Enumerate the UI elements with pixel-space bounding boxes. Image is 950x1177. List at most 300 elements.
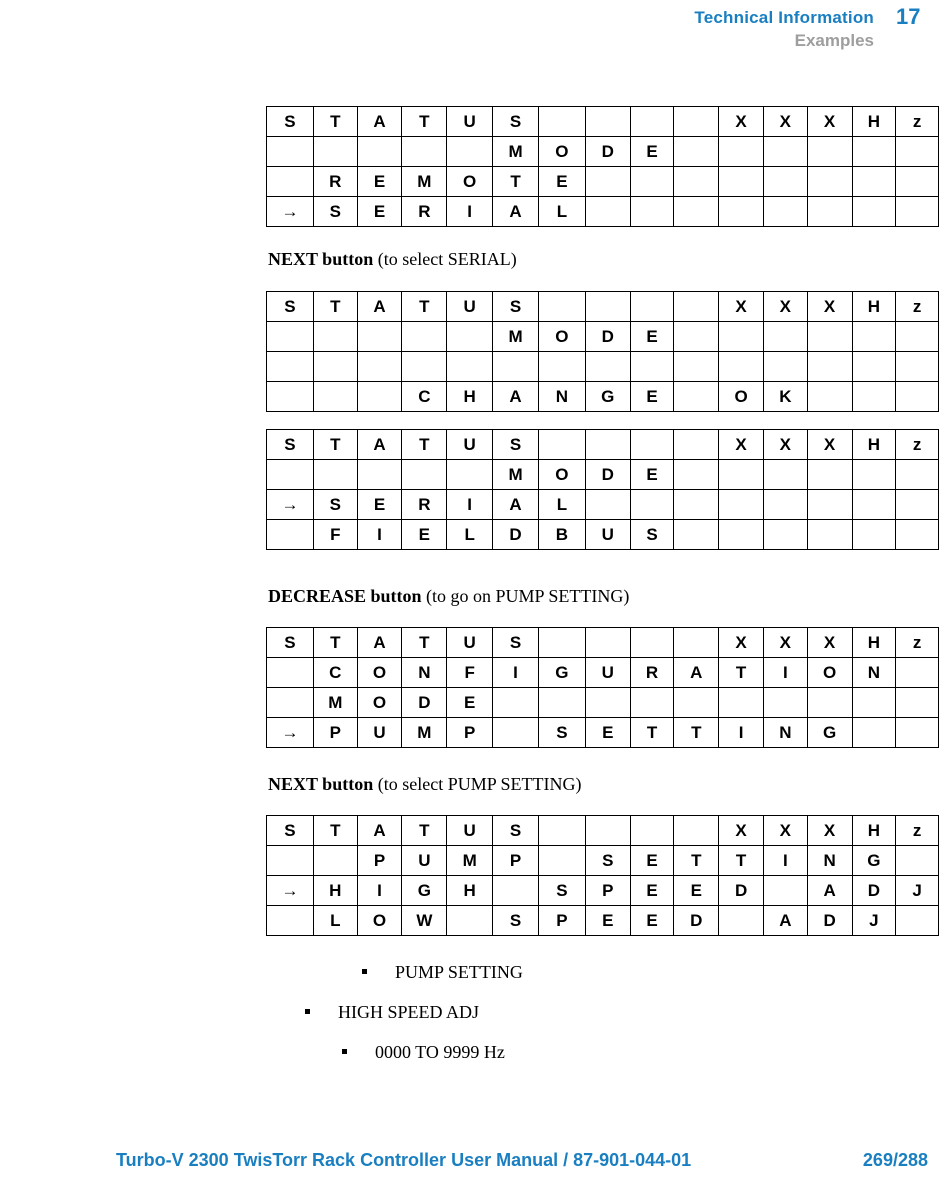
lcd-cell: → — [267, 490, 314, 520]
lcd-cell: X — [763, 430, 807, 460]
lcd-cell — [585, 628, 630, 658]
lcd-cell: E — [357, 167, 402, 197]
lcd-cell: R — [630, 658, 674, 688]
lcd-cell: M — [447, 846, 493, 876]
bullet-range: 0000 TO 9999 Hz — [342, 1042, 505, 1063]
lcd-cell: z — [896, 430, 939, 460]
lcd-cell — [313, 322, 357, 352]
lcd-cell: X — [719, 292, 764, 322]
lcd-cell: H — [852, 292, 896, 322]
lcd-cell: O — [538, 137, 585, 167]
lcd-cell: G — [585, 382, 630, 412]
lcd-cell: R — [313, 167, 357, 197]
lcd-cell: D — [402, 688, 447, 718]
lcd-cell: S — [493, 292, 539, 322]
lcd-cell: J — [852, 906, 896, 936]
lcd-cell — [630, 430, 674, 460]
bullet-marker — [362, 969, 367, 974]
lcd-cell — [763, 520, 807, 550]
lcd-cell — [267, 520, 314, 550]
lcd-cell: O — [719, 382, 764, 412]
step-caption — [268, 249, 517, 270]
lcd-cell: N — [807, 846, 852, 876]
lcd-cell: X — [719, 107, 764, 137]
lcd-row — [267, 718, 939, 748]
lcd-cell — [763, 460, 807, 490]
lcd-cell: z — [896, 628, 939, 658]
lcd-cell — [630, 688, 674, 718]
lcd-cell: T — [313, 816, 357, 846]
lcd-cell: S — [493, 107, 539, 137]
lcd-cell: → — [267, 718, 314, 748]
lcd-cell: F — [313, 520, 357, 550]
lcd-cell — [630, 816, 674, 846]
lcd-cell: P — [357, 846, 402, 876]
lcd-cell — [719, 197, 764, 227]
lcd-cell — [402, 460, 447, 490]
lcd-cell: X — [807, 628, 852, 658]
button-name: NEXT button — [268, 249, 374, 269]
lcd-cell — [719, 322, 764, 352]
lcd-cell: H — [447, 382, 493, 412]
lcd-cell: C — [402, 382, 447, 412]
lcd-cell: T — [493, 167, 539, 197]
lcd-cell: T — [674, 846, 719, 876]
lcd-row — [267, 167, 939, 197]
lcd-cell: U — [447, 430, 493, 460]
lcd-cell: M — [493, 460, 539, 490]
lcd-cell — [538, 292, 585, 322]
lcd-cell: S — [585, 846, 630, 876]
lcd-display-grid — [266, 106, 939, 227]
lcd-cell: E — [357, 490, 402, 520]
footer-manual-title: Turbo-V 2300 TwisTorr Rack Controller User Manual / 87-901-044-01 — [116, 1150, 692, 1170]
lcd-cell: M — [493, 322, 539, 352]
lcd-cell — [493, 352, 539, 382]
lcd-cell — [852, 382, 896, 412]
lcd-cell — [674, 352, 719, 382]
lcd-cell — [807, 167, 852, 197]
lcd-cell — [719, 167, 764, 197]
lcd-cell: L — [538, 490, 585, 520]
lcd-cell: A — [357, 292, 402, 322]
lcd-cell: M — [313, 688, 357, 718]
lcd-cell — [357, 137, 402, 167]
lcd-cell: W — [402, 906, 447, 936]
lcd-cell — [630, 197, 674, 227]
lcd-cell — [807, 322, 852, 352]
lcd-cell: O — [357, 688, 402, 718]
lcd-cell: N — [538, 382, 585, 412]
lcd-cell: E — [630, 460, 674, 490]
lcd-cell: X — [807, 430, 852, 460]
lcd-cell: H — [852, 816, 896, 846]
lcd-cell: H — [852, 430, 896, 460]
lcd-cell — [807, 352, 852, 382]
bullet-marker — [305, 1009, 310, 1014]
lcd-cell: U — [447, 292, 493, 322]
lcd-cell: X — [719, 430, 764, 460]
lcd-cell: E — [630, 846, 674, 876]
lcd-cell: X — [719, 628, 764, 658]
lcd-cell: U — [402, 846, 447, 876]
lcd-row — [267, 628, 939, 658]
lcd-cell: U — [357, 718, 402, 748]
caption-description: (to go on PUMP SETTING) — [421, 586, 630, 606]
lcd-cell — [674, 460, 719, 490]
lcd-row — [267, 688, 939, 718]
lcd-cell: E — [630, 382, 674, 412]
lcd-cell — [357, 460, 402, 490]
lcd-cell — [719, 490, 764, 520]
lcd-cell: L — [313, 906, 357, 936]
lcd-cell — [807, 520, 852, 550]
lcd-cell — [402, 137, 447, 167]
lcd-cell — [896, 688, 939, 718]
lcd-cell — [719, 352, 764, 382]
lcd-cell: O — [807, 658, 852, 688]
lcd-cell: A — [357, 816, 402, 846]
lcd-cell — [852, 197, 896, 227]
lcd-cell: O — [538, 322, 585, 352]
lcd-cell: I — [493, 658, 539, 688]
lcd-cell — [896, 322, 939, 352]
lcd-cell: G — [807, 718, 852, 748]
lcd-row — [267, 846, 939, 876]
lcd-cell — [896, 460, 939, 490]
lcd-cell: E — [585, 906, 630, 936]
lcd-cell: E — [447, 688, 493, 718]
lcd-display-grid — [266, 291, 939, 412]
lcd-cell: B — [538, 520, 585, 550]
lcd-cell: E — [357, 197, 402, 227]
lcd-cell — [538, 628, 585, 658]
lcd-cell: U — [447, 628, 493, 658]
lcd-cell — [763, 137, 807, 167]
lcd-cell — [674, 292, 719, 322]
lcd-cell — [896, 352, 939, 382]
lcd-cell — [447, 137, 493, 167]
lcd-cell: A — [493, 490, 539, 520]
lcd-cell — [896, 490, 939, 520]
lcd-cell — [585, 197, 630, 227]
lcd-cell: E — [630, 906, 674, 936]
button-name: DECREASE button — [268, 586, 422, 606]
lcd-cell: S — [267, 628, 314, 658]
lcd-cell: T — [719, 658, 764, 688]
lcd-cell — [674, 107, 719, 137]
lcd-cell — [807, 490, 852, 520]
header-chapter-number: 17 — [896, 4, 921, 29]
lcd-cell: A — [763, 906, 807, 936]
lcd-cell — [852, 460, 896, 490]
lcd-cell: S — [313, 197, 357, 227]
lcd-cell: S — [630, 520, 674, 550]
step-caption — [268, 774, 582, 795]
lcd-cell — [674, 490, 719, 520]
lcd-row — [267, 382, 939, 412]
lcd-cell — [630, 490, 674, 520]
lcd-cell — [674, 322, 719, 352]
lcd-row — [267, 292, 939, 322]
lcd-cell: T — [402, 816, 447, 846]
lcd-cell — [807, 688, 852, 718]
lcd-cell — [896, 658, 939, 688]
lcd-cell: I — [763, 658, 807, 688]
lcd-cell — [852, 352, 896, 382]
lcd-cell: E — [585, 718, 630, 748]
lcd-cell: A — [493, 382, 539, 412]
lcd-cell: P — [538, 906, 585, 936]
lcd-cell — [267, 658, 314, 688]
lcd-cell — [719, 520, 764, 550]
lcd-row — [267, 520, 939, 550]
lcd-cell: U — [585, 520, 630, 550]
lcd-cell: L — [538, 197, 585, 227]
lcd-cell: X — [763, 816, 807, 846]
lcd-cell — [763, 352, 807, 382]
lcd-cell: E — [538, 167, 585, 197]
lcd-cell — [313, 137, 357, 167]
lcd-cell — [267, 167, 314, 197]
lcd-cell: I — [719, 718, 764, 748]
header-section-title: Technical Information — [694, 8, 874, 27]
lcd-cell — [585, 490, 630, 520]
lcd-cell: T — [630, 718, 674, 748]
lcd-cell: X — [807, 107, 852, 137]
lcd-cell — [674, 520, 719, 550]
lcd-cell: I — [447, 197, 493, 227]
lcd-cell: H — [447, 876, 493, 906]
lcd-cell — [719, 906, 764, 936]
lcd-cell — [630, 167, 674, 197]
lcd-cell — [313, 352, 357, 382]
lcd-cell — [538, 846, 585, 876]
bullet-marker — [342, 1049, 347, 1054]
lcd-cell — [585, 816, 630, 846]
lcd-cell — [585, 352, 630, 382]
lcd-cell: I — [763, 846, 807, 876]
lcd-cell: S — [313, 490, 357, 520]
lcd-cell — [763, 322, 807, 352]
lcd-cell: S — [267, 816, 314, 846]
lcd-row — [267, 137, 939, 167]
lcd-row — [267, 816, 939, 846]
lcd-cell: T — [313, 430, 357, 460]
lcd-cell — [267, 382, 314, 412]
lcd-cell: D — [585, 137, 630, 167]
step-caption — [268, 586, 629, 607]
lcd-cell — [313, 382, 357, 412]
lcd-cell: A — [674, 658, 719, 688]
lcd-cell — [630, 292, 674, 322]
lcd-cell: P — [585, 876, 630, 906]
lcd-cell: T — [313, 628, 357, 658]
lcd-cell: I — [447, 490, 493, 520]
lcd-cell: X — [807, 816, 852, 846]
lcd-row — [267, 430, 939, 460]
lcd-cell — [674, 137, 719, 167]
lcd-cell — [674, 382, 719, 412]
lcd-cell: E — [630, 322, 674, 352]
lcd-cell — [538, 352, 585, 382]
lcd-cell — [852, 520, 896, 550]
lcd-cell — [493, 718, 539, 748]
lcd-cell: E — [674, 876, 719, 906]
lcd-cell: E — [630, 876, 674, 906]
lcd-cell — [402, 322, 447, 352]
lcd-cell — [585, 107, 630, 137]
lcd-cell — [807, 137, 852, 167]
lcd-cell: O — [447, 167, 493, 197]
lcd-cell — [357, 322, 402, 352]
lcd-cell — [852, 718, 896, 748]
lcd-cell — [807, 197, 852, 227]
lcd-cell: N — [402, 658, 447, 688]
lcd-cell — [763, 876, 807, 906]
lcd-cell — [313, 460, 357, 490]
lcd-cell — [447, 460, 493, 490]
lcd-cell — [493, 876, 539, 906]
lcd-cell — [538, 430, 585, 460]
lcd-cell — [538, 816, 585, 846]
lcd-cell: → — [267, 876, 314, 906]
lcd-cell: U — [447, 816, 493, 846]
lcd-cell — [719, 460, 764, 490]
lcd-cell: T — [313, 292, 357, 322]
lcd-cell: L — [447, 520, 493, 550]
lcd-cell: T — [402, 430, 447, 460]
lcd-cell — [852, 688, 896, 718]
lcd-cell — [447, 906, 493, 936]
lcd-cell: A — [357, 628, 402, 658]
lcd-cell: O — [357, 658, 402, 688]
lcd-cell: X — [807, 292, 852, 322]
lcd-cell: U — [447, 107, 493, 137]
lcd-cell — [763, 197, 807, 227]
lcd-cell — [493, 688, 539, 718]
lcd-cell: K — [763, 382, 807, 412]
lcd-cell — [447, 352, 493, 382]
lcd-cell: M — [402, 167, 447, 197]
bullet-high-speed-adj: HIGH SPEED ADJ — [305, 1002, 479, 1023]
caption-description: (to select SERIAL) — [373, 249, 517, 269]
lcd-cell: T — [402, 107, 447, 137]
lcd-cell — [630, 352, 674, 382]
lcd-cell: z — [896, 292, 939, 322]
lcd-cell: T — [402, 292, 447, 322]
footer-page-number: 269/288 — [862, 1150, 928, 1170]
lcd-cell: H — [852, 628, 896, 658]
lcd-cell: S — [493, 906, 539, 936]
lcd-row — [267, 322, 939, 352]
lcd-cell: P — [447, 718, 493, 748]
lcd-cell — [852, 322, 896, 352]
lcd-cell — [585, 430, 630, 460]
lcd-row — [267, 460, 939, 490]
lcd-cell: T — [313, 107, 357, 137]
lcd-cell — [357, 352, 402, 382]
lcd-cell: A — [493, 197, 539, 227]
lcd-cell — [267, 137, 314, 167]
lcd-cell: X — [763, 628, 807, 658]
lcd-cell: A — [357, 107, 402, 137]
lcd-cell: T — [674, 718, 719, 748]
lcd-cell: I — [357, 876, 402, 906]
lcd-row — [267, 906, 939, 936]
lcd-cell: D — [585, 322, 630, 352]
lcd-cell — [896, 520, 939, 550]
lcd-cell — [763, 167, 807, 197]
lcd-cell — [267, 906, 314, 936]
lcd-row — [267, 658, 939, 688]
lcd-cell — [674, 688, 719, 718]
lcd-cell — [630, 628, 674, 658]
lcd-cell: I — [357, 520, 402, 550]
lcd-cell — [719, 137, 764, 167]
lcd-cell: T — [719, 846, 764, 876]
lcd-cell: D — [852, 876, 896, 906]
lcd-cell — [807, 382, 852, 412]
lcd-cell — [896, 906, 939, 936]
lcd-cell — [852, 137, 896, 167]
lcd-cell: S — [538, 718, 585, 748]
lcd-cell: S — [267, 292, 314, 322]
lcd-cell — [896, 137, 939, 167]
lcd-cell — [896, 167, 939, 197]
lcd-cell: D — [719, 876, 764, 906]
header-subsection-title: Examples — [794, 31, 874, 50]
lcd-cell — [674, 430, 719, 460]
lcd-cell: N — [763, 718, 807, 748]
lcd-cell: X — [763, 292, 807, 322]
lcd-cell — [267, 846, 314, 876]
button-name: NEXT button — [268, 774, 374, 794]
lcd-cell: X — [719, 816, 764, 846]
lcd-cell — [674, 816, 719, 846]
lcd-cell: O — [357, 906, 402, 936]
lcd-cell: U — [585, 658, 630, 688]
lcd-cell — [807, 460, 852, 490]
lcd-cell: C — [313, 658, 357, 688]
lcd-cell: T — [402, 628, 447, 658]
lcd-cell: D — [493, 520, 539, 550]
lcd-cell: O — [538, 460, 585, 490]
lcd-cell — [763, 688, 807, 718]
lcd-row — [267, 352, 939, 382]
lcd-cell: z — [896, 816, 939, 846]
lcd-cell: R — [402, 490, 447, 520]
lcd-cell — [538, 107, 585, 137]
lcd-cell: S — [267, 430, 314, 460]
lcd-cell — [630, 107, 674, 137]
lcd-cell: N — [852, 658, 896, 688]
lcd-display-grid — [266, 429, 939, 550]
lcd-row — [267, 107, 939, 137]
lcd-cell: E — [630, 137, 674, 167]
lcd-cell — [267, 322, 314, 352]
lcd-cell — [538, 688, 585, 718]
lcd-cell: S — [493, 816, 539, 846]
lcd-cell — [585, 688, 630, 718]
lcd-cell — [267, 460, 314, 490]
lcd-cell — [267, 688, 314, 718]
lcd-cell — [896, 846, 939, 876]
lcd-cell — [852, 167, 896, 197]
lcd-cell — [719, 688, 764, 718]
lcd-cell — [585, 292, 630, 322]
lcd-row — [267, 490, 939, 520]
